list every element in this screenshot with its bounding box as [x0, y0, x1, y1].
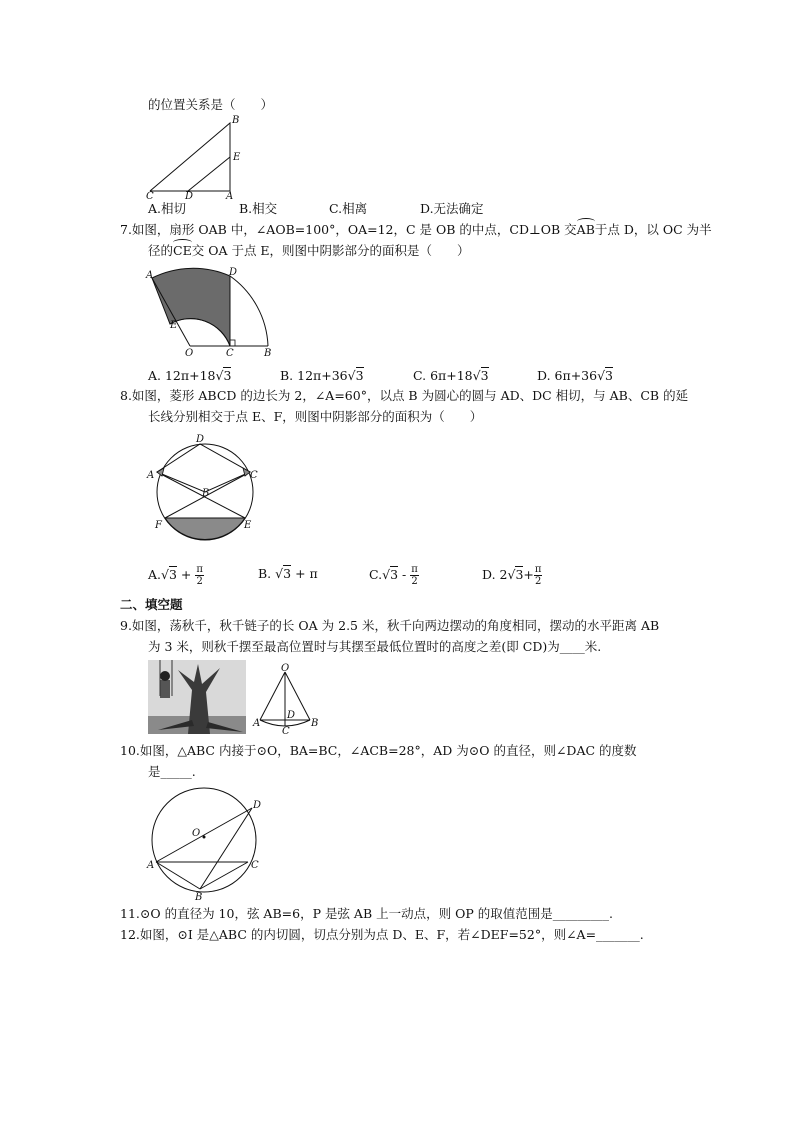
q9-stem-line1: 9.如图，荡秋千，秋千链子的长 OA 为 2.5 米，秋千向两边摆动的角度相同，摆动的水平距离 AB: [120, 618, 660, 633]
q8-stem-line1: 8.如图，菱形 ABCD 的边长为 2，∠A=60°，以点 B 为圆心的圆与 AD、DC 相切，与 AB、CB 的延: [120, 388, 689, 403]
q7-option-b: B. 12π+36√3: [280, 368, 364, 383]
q7-label-d: D: [229, 267, 238, 278]
q9-label-a: A: [253, 718, 261, 729]
q6-label-c: C: [146, 191, 154, 202]
q10-label-c: C: [251, 860, 259, 871]
q10-label-d: D: [253, 800, 262, 811]
q10-stem-line1: 10.如图，△ABC 内接于⊙O，BA=BC，∠ACB=28°，AD 为⊙O 的直径，则∠DAC 的度数: [120, 743, 637, 758]
q6-label-e: E: [233, 152, 241, 163]
q10-label-a: A: [147, 860, 155, 871]
q9-label-d: D: [287, 710, 296, 721]
q6-option-c: C.相离: [329, 201, 368, 216]
q7-stem-line1: 7.如图，扇形 OAB 中，∠AOB=100°，OA=12，C 是 OB 的中点，CD⊥OB 交AB于点 D，以 OC 为半: [120, 222, 712, 237]
q6-label-a: A: [226, 191, 234, 202]
q8-label-f: F: [155, 520, 162, 531]
q6-stem-tail: 的位置关系是（ ）: [148, 97, 274, 112]
q6-option-d: D.无法确定: [420, 201, 484, 216]
q9-figure: [252, 663, 319, 737]
q7-figure: [140, 266, 280, 358]
q8-label-d: D: [196, 434, 205, 445]
q11-stem: 11.⊙O 的直径为 10，弦 AB=6，P 是弦 AB 上一动点，则 OP 的取值范围是_________.: [120, 906, 613, 921]
q8-label-e: E: [244, 520, 252, 531]
q8-option-a: A.√3 + $\frac{\pi}{2}$: [148, 564, 203, 587]
q10-stem-line2: 是_____.: [148, 764, 196, 779]
q7-option-d: D. 6π+36√3: [537, 368, 613, 383]
q10-figure: [144, 786, 270, 902]
q7-arc-ab: AB: [576, 222, 595, 237]
q8-label-c: C: [250, 470, 258, 481]
q8-option-b: B. √3 + π: [258, 566, 318, 581]
q8-stem-line2: 长线分别相交于点 E、F，则图中阴影部分的面积为（ ）: [148, 409, 483, 424]
q7-option-a: A. 12π+18√3: [148, 368, 232, 383]
q8-option-c: C.√3 - $\frac{\pi}{2}$: [369, 564, 418, 587]
q7-arc-ce: CE: [173, 243, 192, 258]
q9-label-c: C: [282, 726, 290, 737]
q9-photo: [148, 660, 246, 734]
q7-label-e: E: [170, 320, 178, 331]
q8-figure: [144, 432, 264, 546]
q9-stem-line2: 为 3 米，则秋千摆至最高位置时与其摆至最低位置时的高度之差(即 CD)为____米.: [148, 639, 602, 654]
q12-stem: 12.如图，⊙I 是△ABC 的内切圆，切点分别为点 D、E、F，若∠DEF=52°，则∠A=_______.: [120, 927, 644, 942]
q6-label-b: B: [232, 115, 240, 126]
q7-option-c: C. 6π+18√3: [413, 368, 489, 383]
q7-stem-line2: 径的CE交 OA 于点 E，则图中阴影部分的面积是（ ）: [148, 243, 470, 258]
q7-label-o: O: [185, 348, 194, 359]
q6-figure: [140, 113, 250, 202]
q8-label-b: B: [202, 488, 210, 499]
q8-label-a: A: [147, 470, 155, 481]
q6-option-a: A.相切: [148, 201, 187, 216]
q7-label-b: B: [264, 348, 272, 359]
q10-label-o: O: [192, 828, 201, 839]
q7-label-a: A: [146, 270, 154, 281]
q8-option-d: D. 2√3+ $\frac{\pi}{2}$: [482, 564, 542, 587]
section-heading-fill-in: 二、填空题: [120, 597, 183, 612]
q6-label-d: D: [185, 191, 194, 202]
q6-option-b: B.相交: [239, 201, 278, 216]
q7-label-c: C: [226, 348, 234, 359]
q10-label-b: B: [195, 892, 203, 903]
q9-label-o: O: [281, 663, 290, 674]
q9-label-b: B: [311, 718, 319, 729]
